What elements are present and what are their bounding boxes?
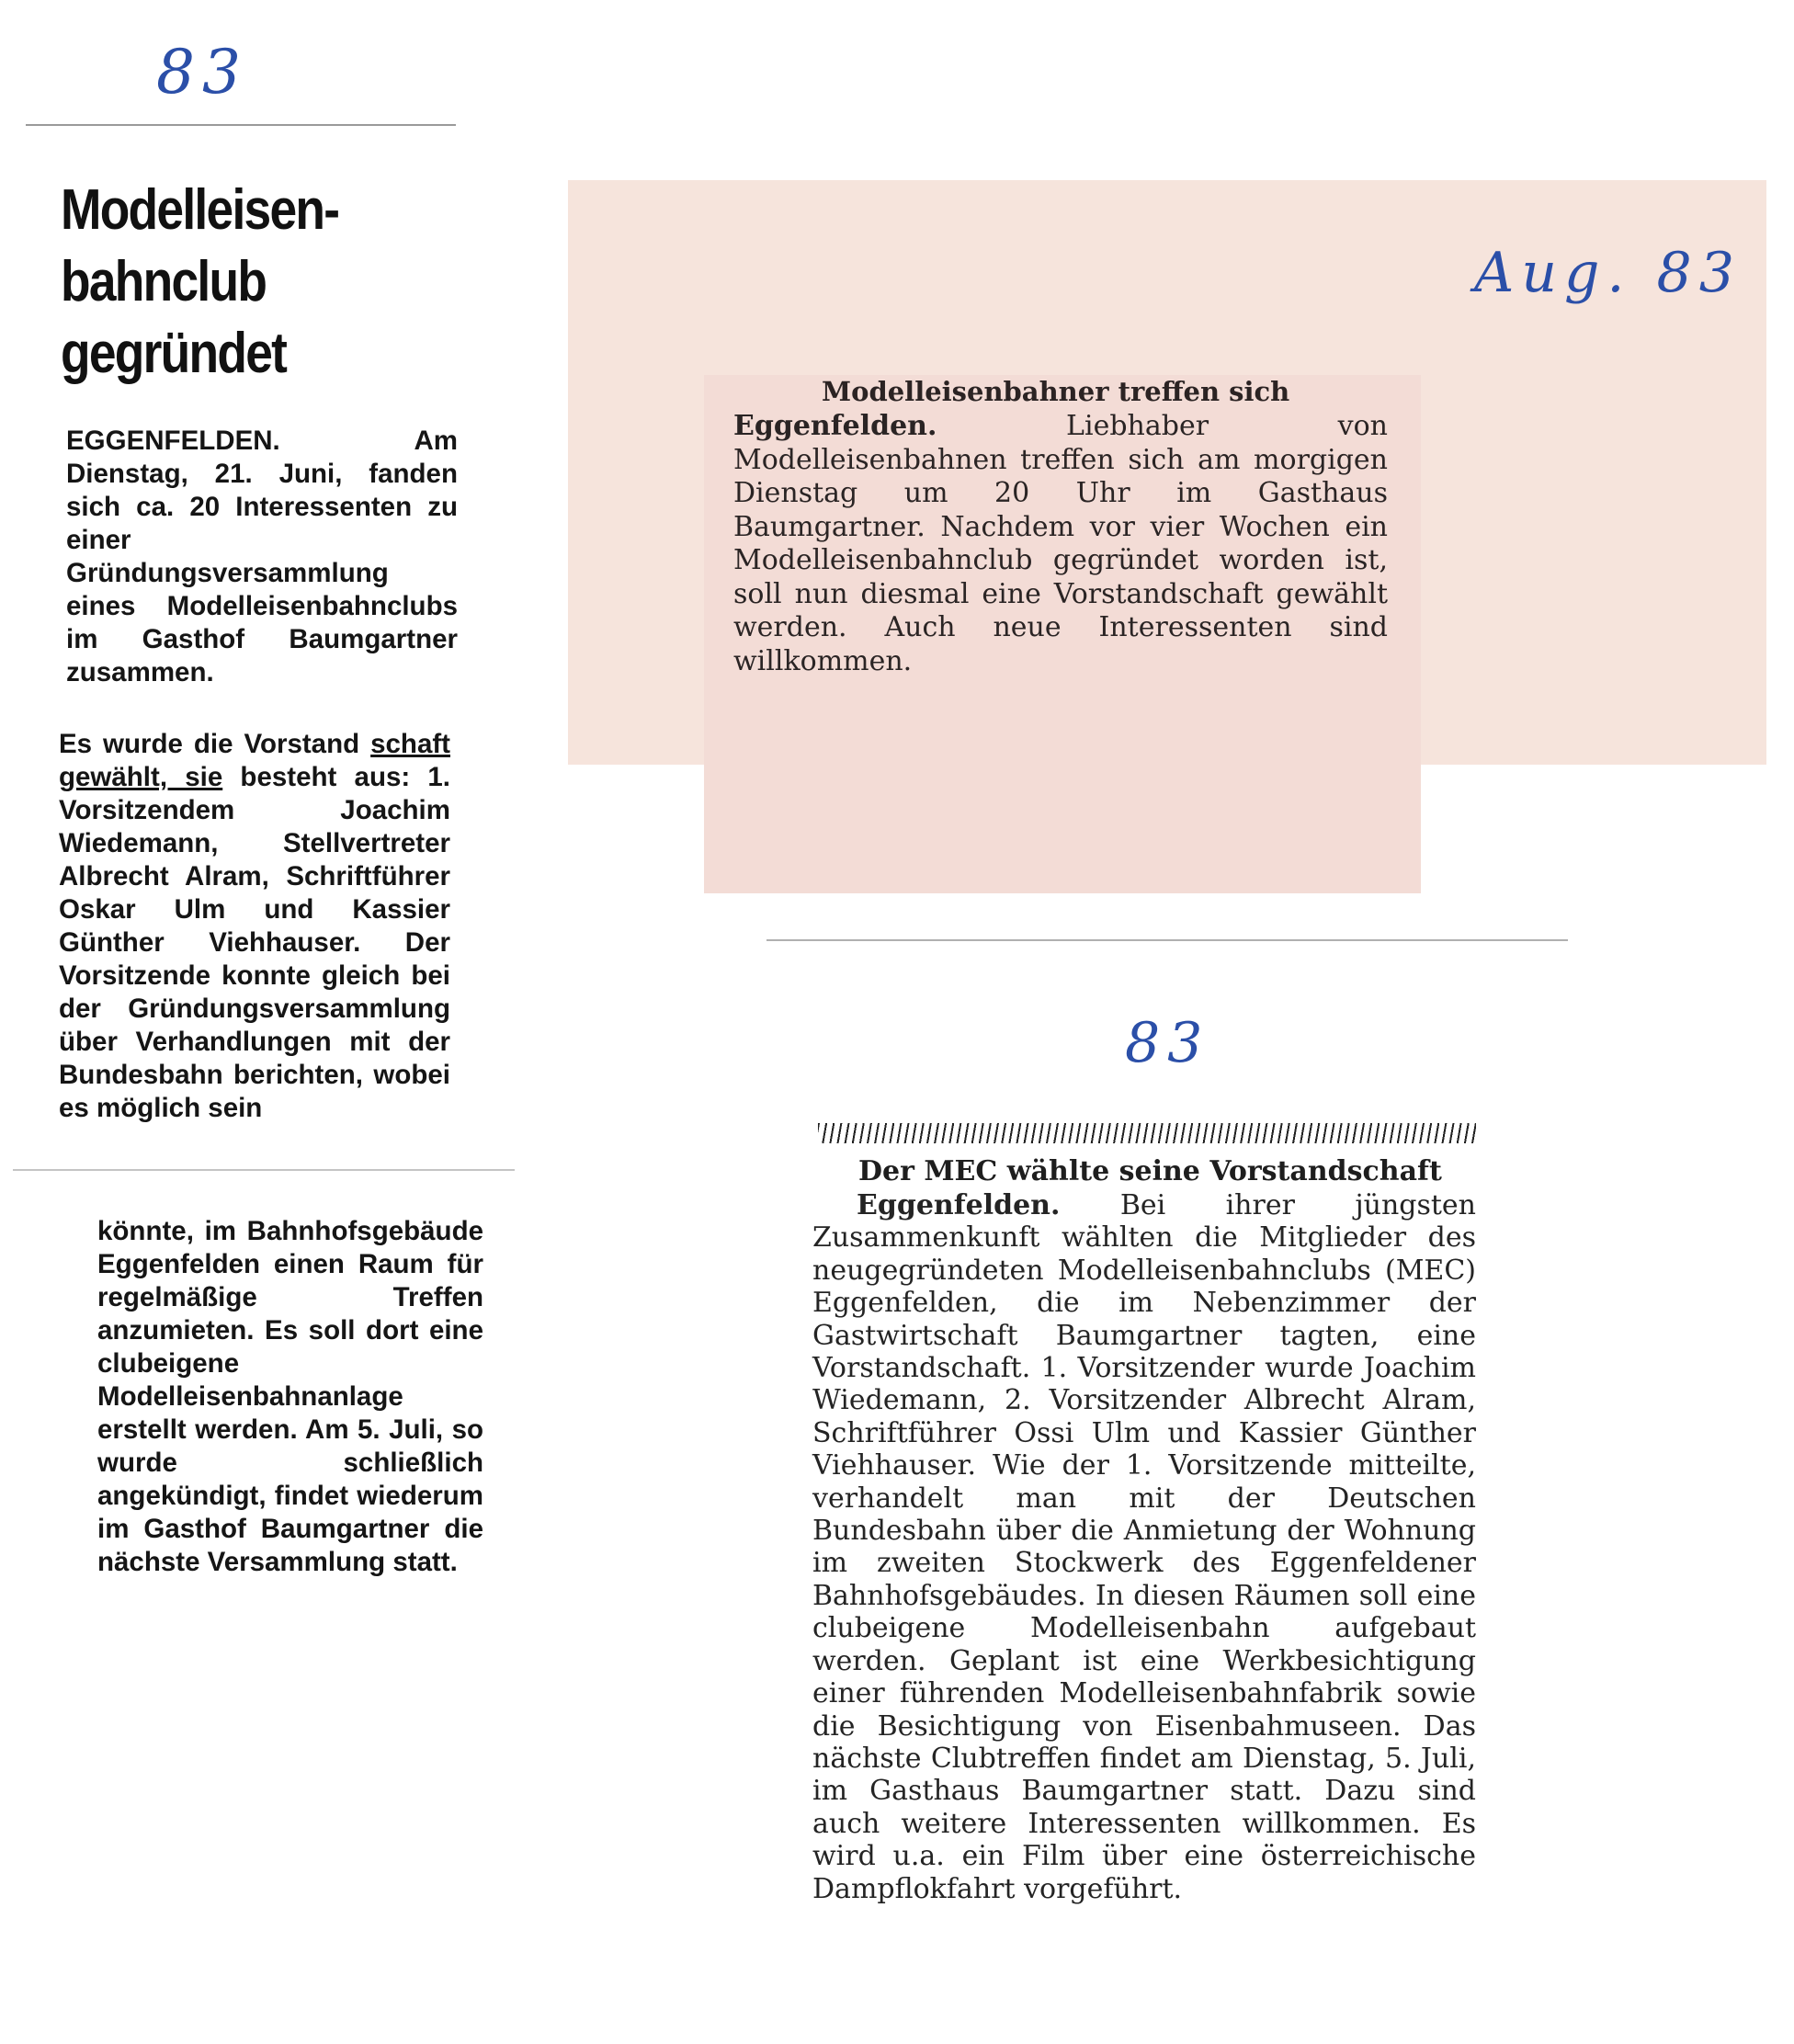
clip3-lead: Eggenfelden. [857,1189,1061,1221]
clip2-lead: Eggenfelden. [733,410,937,442]
clip1-paragraph-1: EGGENFELDEN. Am Dienstag, 21. Juni, fanden sich ca. 20 Interessenten zu einer Gründungsversammlung eines Modelleisenbahnclubs im Gasthof Baumgartner zusammen. [66,426,458,687]
clip1-p2-rest: besteht aus: 1. Vorsitzendem Joachim Wiedemann, Stellvertreter Albrecht Alram, Schriftführer Oskar Ulm und Kassier Günther Viehhauser. Der Vorsitzende konnte gleich bei der Gründungsversammlung über Verhandlungen mit der Bundesbahn berichten, wobei es möglich sein [59,762,450,1123]
clip2-text: Liebhaber von Modelleisenbahnen treffen sich am morgigen Dienstag um 20 Uhr im Gasthaus Baumgartner. Nachdem vor vier Wochen ein Modelleisenbahnclub gegründet worden ist, soll nun diesmal eine Vorstandschaft gewählt werden. Auch neue Interessenten sind willkommen. [733,410,1388,677]
clip1-p2-underlined: schaft gewählt, sie [59,729,450,792]
handwritten-date: Aug. 83 [1474,241,1742,305]
handwritten-number-83: 83 [156,37,248,108]
clip3-body [812,1189,1476,1905]
clip1-p2-start: Es wurde die Vorstand [59,729,360,759]
clip2-body [733,410,1388,678]
clip3-headline: Der MEC wählte seine Vorstandschaft [858,1155,1442,1187]
clip1-paragraph-2 [59,728,450,1125]
clip3-hatched-rule [818,1123,1476,1143]
clip3-text: Bei ihrer jüngsten Zusammenkunft wählten die Mitglieder des neugegründeten Modelleisenbahnclubs (MEC) Eggenfelden, die im Nebenzimmer der Gastwirtschaft Baumgartner tagten, eine Vorstandschaft. 1. Vorsitzender wurde Joachim Wiedemann, 2. Vorsitzender Albrecht Alram, Schriftführer Ossi Ulm und Kassier Günther Viehhauser. Wie der 1. Vorsitzende mitteilte, verhandelt man mit der Deutschen Bundesbahn über die Anmietung der Wohnung im zweiten Stockwerk des Eggenfeldener Bahnhofsgebäudes. In diesen Räumen soll eine clubeigene Modelleisenbahn aufgebaut werden. Geplant ist eine Werkbesichtigung einer führenden Modelleisenbahnfabrik sowie die Besichtigung von Eisenbahmuseen. Das nächste Clubtreffen findet am Dienstag, 5. Juli, im Gasthaus Baumgartner statt. Dazu sind auch weitere Interessenten willkommen. Es wird u.a. ein Film über eine österreichische Dampflokfahrt vorgeführt. [812,1189,1476,1905]
clip2-headline: Modelleisenbahner treffen sich [822,376,1290,407]
handwritten-number-83: 83 [1125,1011,1210,1075]
clip1-paragraph-3: könnte, im Bahnhofsgebäude Eggenfelden einen Raum für regelmäßige Treffen anzumieten. Es soll dort eine clubeigene Modelleisenbahnanlage erstellt werden. Am 5. Juli, so wurde schließlich angekündigt, findet wiederum im Gasthof Baumgartner die nächste Versammlung statt. [97,1216,483,1577]
clip1-headline: Modelleisen-bahnclub gegründet [61,178,339,385]
clip1-top-rule [26,124,456,126]
clip1-cut-line [13,1169,515,1171]
clip3-top-rule [766,939,1568,941]
